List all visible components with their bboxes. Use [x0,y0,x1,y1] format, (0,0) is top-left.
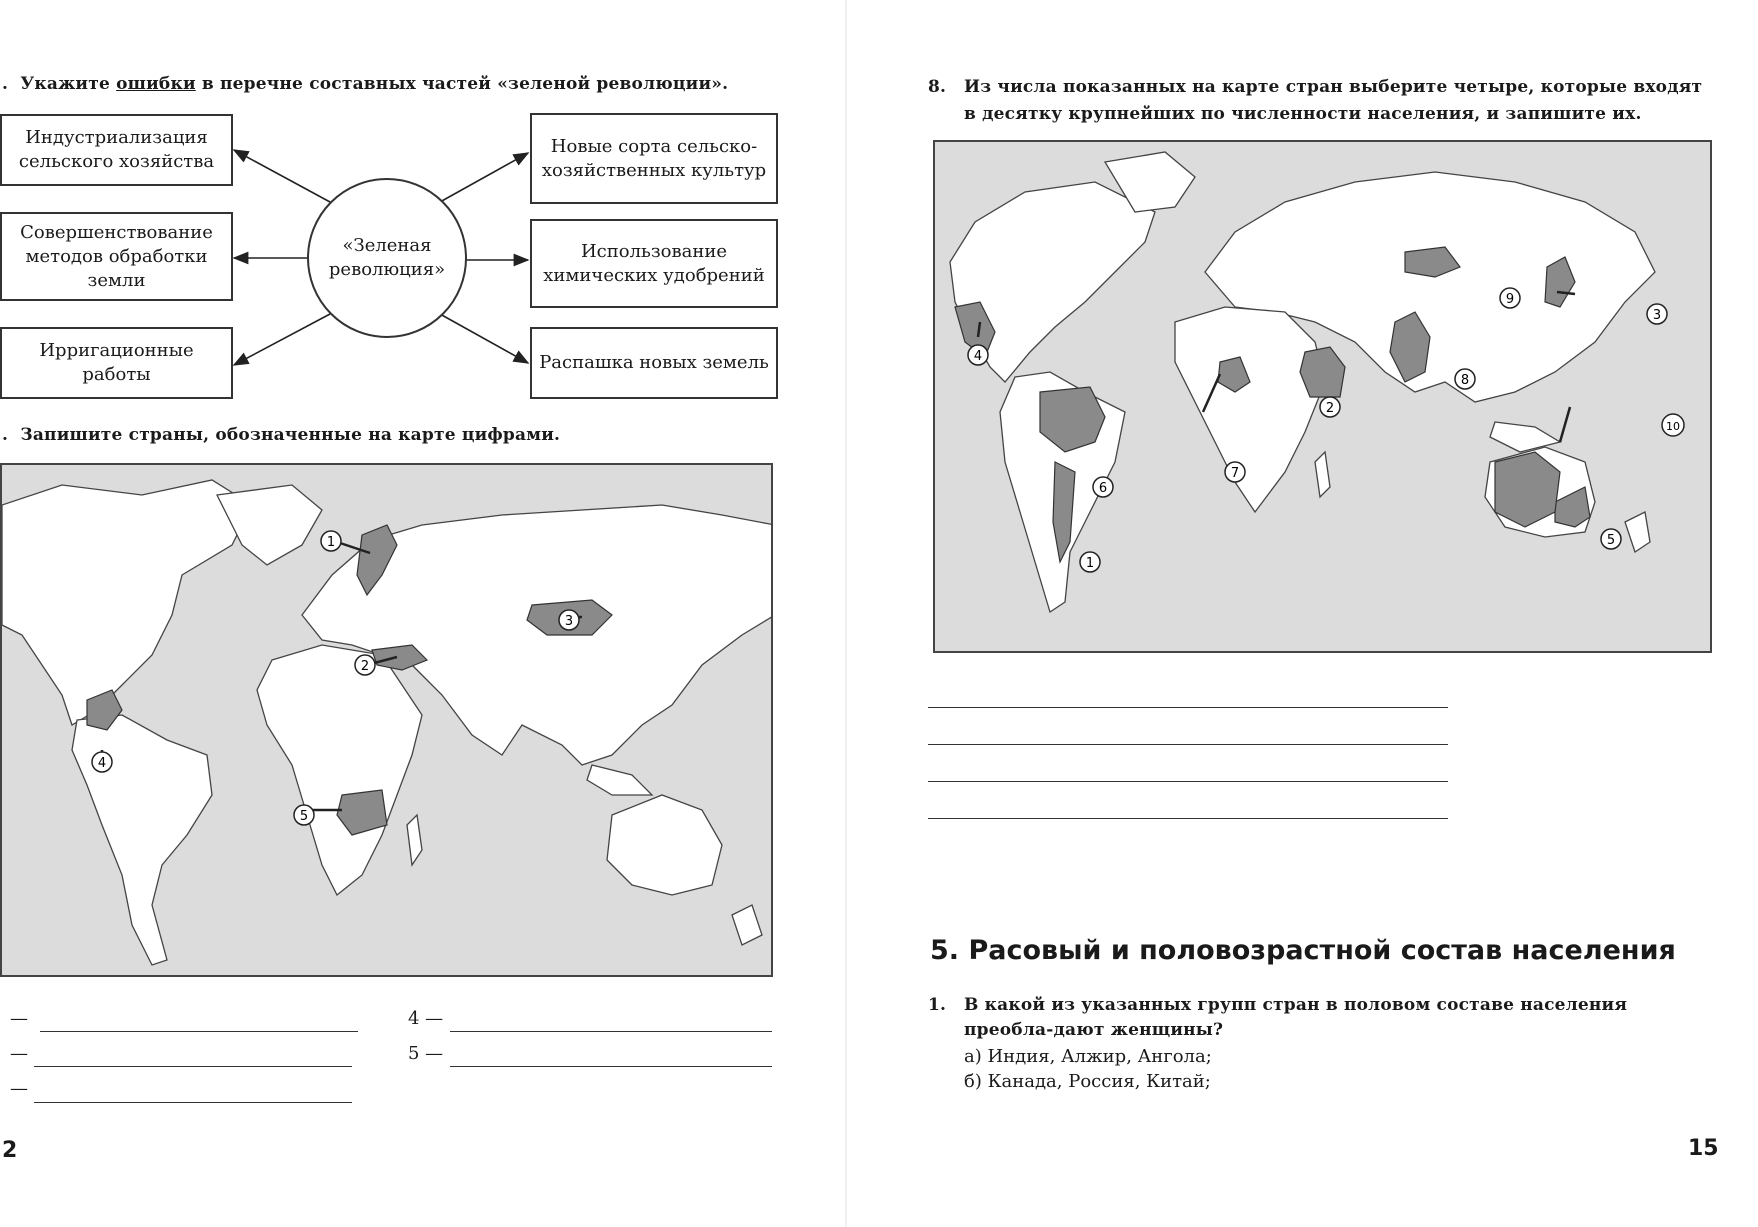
page-gutter [845,0,847,1227]
answer-line-3[interactable] [928,781,1448,782]
task-1-option-b: б) Канада, Россия, Китай; [964,1071,1211,1092]
page-number-right: 15 [1688,1136,1719,1161]
answer-5-line[interactable] [450,1066,772,1067]
world-map-right-graphic [935,142,1712,653]
page-number-left: 2 [2,1138,18,1163]
map-right-marker-4-label: 4 [973,349,983,364]
answer-4-line[interactable] [450,1031,772,1032]
map-left-marker-4-label: 4 [97,756,107,771]
box-chemical-fertilizers: Использование химических удобрений [530,219,778,308]
map-left-marker-3-label: 3 [564,614,574,629]
task-7-heading: . Запишите страны, обозначенные на карте цифрами. [2,425,561,445]
underlined-word: ошибки [116,74,196,94]
world-map-right [933,140,1712,653]
answer-1-label: — [10,1008,28,1029]
box-new-lands: Распашка новых земель [530,327,778,399]
box-irrigation: Ирригационные работы [0,327,233,399]
answer-4-label: 4 — [408,1008,444,1029]
map-right-marker-8-label: 8 [1460,373,1470,388]
map-right-marker-2-label: 2 [1325,401,1335,416]
answer-5-label: 5 — [408,1043,444,1064]
answer-2-line[interactable] [34,1066,352,1067]
task-1-option-a: а) Индия, Алжир, Ангола; [964,1046,1212,1067]
section-title: 5. Расовый и половозрастной состав населения [930,935,1676,966]
map-right-marker-3-label: 3 [1652,308,1662,323]
box-new-crop-varieties: Новые сорта сельско-хозяйственных культур [530,113,778,204]
answer-line-4[interactable] [928,818,1448,819]
map-right-marker-5-label: 5 [1606,533,1616,548]
task-1-heading: 1. В какой из указанных групп стран в половом составе населения преоблa-дают женщины? [928,995,1628,1040]
world-map-left [0,463,773,977]
map-left-marker-5-label: 5 [299,809,309,824]
world-map-left-graphic [2,465,773,977]
box-soil-methods: Совершенствование методов обработки земли [0,212,233,301]
answer-2-label: — [10,1043,28,1064]
map-right-marker-10-label: 10 [1666,420,1680,433]
map-right-marker-9-label: 9 [1505,292,1515,307]
answer-3-line[interactable] [34,1102,352,1103]
map-left-marker-1-label: 1 [326,535,336,550]
answer-line-1[interactable] [928,707,1448,708]
answer-line-2[interactable] [928,744,1448,745]
map-right-marker-6-label: 6 [1098,481,1108,496]
task-8-heading: 8. Из числа показанных на карте стран выберите четыре, которые входят в десятку крупнейших по численности населения, и запишите их. [928,77,1703,124]
map-right-marker-7-label: 7 [1230,466,1240,481]
green-revolution-circle: «Зеленая революция» [307,178,467,338]
answer-3-label: — [10,1078,28,1099]
map-left-marker-2-label: 2 [360,659,370,674]
answer-1-line[interactable] [40,1031,358,1032]
map-right-marker-1-label: 1 [1085,556,1095,571]
task-6-heading: . Укажите ошибки в перечне составных частей «зеленой революции». [2,74,729,94]
box-industrialization: Индустриализация сельского хозяйства [0,114,233,186]
